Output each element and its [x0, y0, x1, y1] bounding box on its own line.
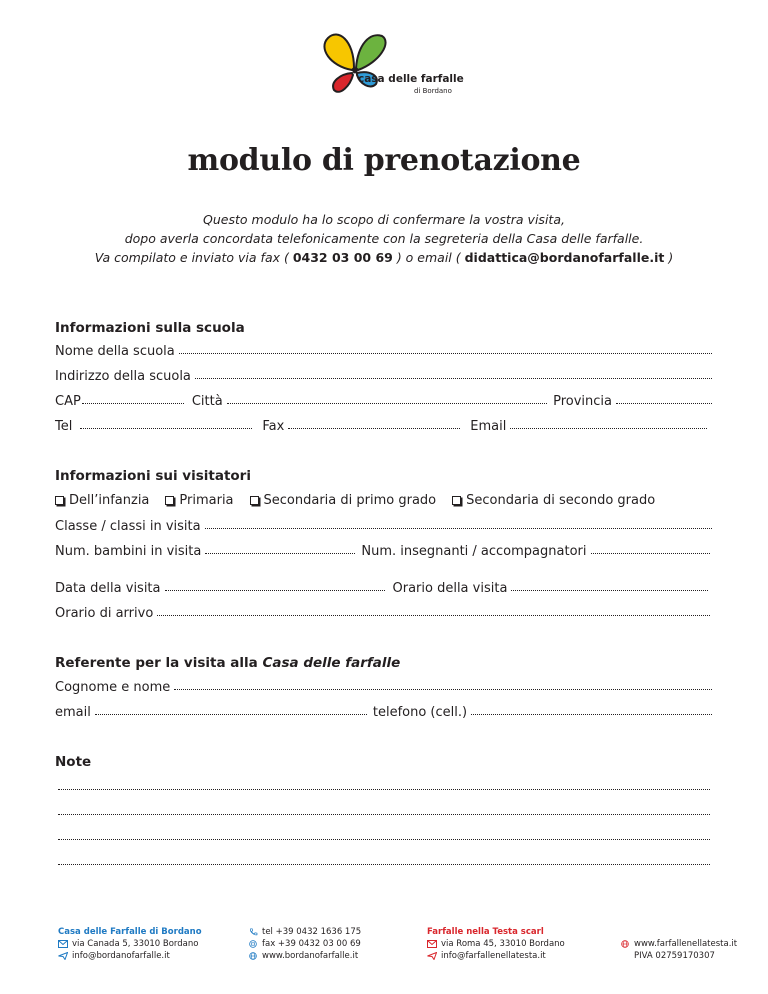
- send-icon: [427, 952, 437, 960]
- intro-line-2: dopo averla concordata telefonicamente con la segreteria della Casa delle farfalle.: [124, 231, 644, 246]
- footer-piva: PIVA 02759170307: [634, 951, 715, 961]
- footer-org-1: Casa delle Farfalle di Bordano: [58, 927, 202, 937]
- cap-field[interactable]: CAP: [55, 394, 184, 409]
- referent-email-field[interactable]: email: [55, 705, 367, 720]
- notes-heading: Note: [55, 754, 92, 770]
- school-level-options: [55, 493, 671, 508]
- phone-icon: [248, 928, 258, 936]
- send-icon: [58, 952, 68, 960]
- globe-icon: [248, 952, 258, 960]
- email-field[interactable]: Email: [470, 419, 707, 434]
- referent-contact-row: [55, 705, 712, 720]
- referent-name-field[interactable]: Cognome e nome: [55, 680, 712, 695]
- province-field[interactable]: Provincia: [553, 394, 712, 409]
- contact-email[interactable]: didattica@bordanofarfalle.it: [464, 250, 665, 265]
- envelope-icon: [427, 940, 437, 948]
- page-title: modulo di prenotazione: [187, 143, 581, 178]
- checkbox-icon[interactable]: [452, 496, 461, 505]
- checkbox-icon[interactable]: [250, 496, 259, 505]
- intro-line-3: Va compilato e inviato via fax ( 0432 03 00 69 ) o email ( didattica@bordanofarfalle.it ): [94, 250, 674, 265]
- envelope-icon: [58, 940, 68, 948]
- checkbox-icon[interactable]: [55, 496, 64, 505]
- option-primaria[interactable]: Primaria: [165, 493, 233, 508]
- brand-sub: di Bordano: [414, 87, 452, 95]
- teachers-field[interactable]: Num. insegnanti / accompagnatori: [361, 544, 710, 559]
- referent-section-heading: Referente per la visita alla Casa delle farfalle: [55, 655, 401, 671]
- school-name-field[interactable]: [55, 344, 712, 359]
- option-infanzia[interactable]: Dell’infanzia: [55, 493, 149, 508]
- class-field[interactable]: Classe / classi in visita: [55, 519, 712, 534]
- children-teachers-row: [55, 544, 710, 559]
- fax-icon: [248, 940, 258, 948]
- globe-icon: [620, 940, 630, 948]
- cap-city-province-row: [55, 394, 712, 409]
- note-line[interactable]: [58, 838, 710, 840]
- school-section-heading: Informazioni sulla scuola: [55, 320, 245, 336]
- referent-phone-field[interactable]: telefono (cell.): [373, 705, 712, 720]
- intro-line-1: Questo modulo ha lo scopo di confermare la vostra visita,: [203, 212, 565, 227]
- school-address-field[interactable]: [55, 369, 712, 384]
- tel-field[interactable]: Tel: [55, 419, 252, 434]
- fax-number: 0432 03 00 69: [292, 250, 393, 265]
- arrival-time-field[interactable]: Orario di arrivo: [55, 606, 710, 621]
- note-line[interactable]: [58, 813, 710, 815]
- option-secondaria-secondo[interactable]: Secondaria di secondo grado: [452, 493, 655, 508]
- visit-time-field[interactable]: Orario della visita: [393, 581, 709, 596]
- tel-fax-email-row: [55, 419, 707, 434]
- option-secondaria-primo[interactable]: Secondaria di primo grado: [250, 493, 437, 508]
- checkbox-icon[interactable]: [165, 496, 174, 505]
- fax-field[interactable]: Fax: [262, 419, 460, 434]
- footer-col-3: Farfalle nella Testa scarl via Roma 45, 33010 Bordano info@farfallenellatesta.it: [427, 927, 565, 961]
- footer-col-4: www.farfallenellatesta.it PIVA 02759170307: [620, 938, 737, 962]
- city-field[interactable]: Città: [192, 394, 547, 409]
- visitors-section-heading: Informazioni sui visitatori: [55, 468, 251, 484]
- date-time-row: [55, 581, 708, 596]
- note-line[interactable]: [58, 788, 710, 790]
- school-name-label: Nome della scuola: [55, 344, 175, 359]
- school-address-label: Indirizzo della scuola: [55, 369, 191, 384]
- footer-col-1: Casa delle Farfalle di Bordano via Canada 5, 33010 Bordano info@bordanofarfalle.it: [58, 927, 202, 961]
- intro-text: [0, 210, 768, 267]
- footer-org-2: Farfalle nella Testa scarl: [427, 927, 544, 937]
- footer-col-2: tel +39 0432 1636 175 fax +39 0432 03 00 69 www.bordanofarfalle.it: [248, 926, 361, 962]
- brand-name: casa delle farfalle: [358, 73, 464, 85]
- note-line[interactable]: [58, 863, 710, 865]
- children-field[interactable]: Num. bambini in visita: [55, 544, 355, 559]
- visit-date-field[interactable]: Data della visita: [55, 581, 385, 596]
- butterfly-logo: [300, 30, 480, 100]
